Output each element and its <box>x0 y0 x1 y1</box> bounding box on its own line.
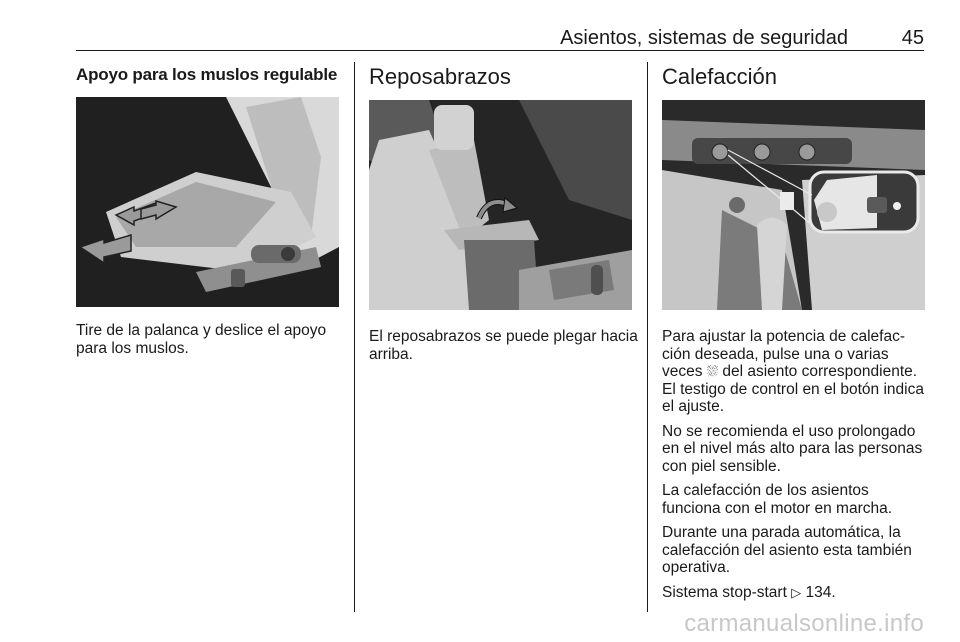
seat-heating-icon: ⛆ <box>706 363 719 379</box>
seat-heating-text <box>662 328 928 608</box>
page-number: 45 <box>901 27 924 49</box>
column-divider <box>647 62 648 612</box>
armrest-illustration <box>369 100 632 310</box>
column-divider <box>354 62 355 612</box>
page-reference-icon: ▷ <box>791 584 802 600</box>
paragraph: El reposabrazos se puede plegar hacia arriba. <box>369 328 638 363</box>
thigh-support-illustration <box>76 97 339 307</box>
armrest-text <box>369 328 639 370</box>
watermark: carmanualsonline.info <box>684 610 924 637</box>
section-seat-heating <box>662 62 927 92</box>
cross-reference[interactable]: Sistema stop-start ▷ 134. <box>662 583 836 601</box>
paragraph: Durante una parada automática, la calefacción del asiento esta también operativa. <box>662 524 912 576</box>
section-armrest <box>369 62 637 92</box>
page-header <box>76 26 924 51</box>
paragraph: No se recomienda el uso prolongado en el nivel más alto para las personas con piel sensible. <box>662 422 923 475</box>
section-heading: Calefacción <box>662 64 777 89</box>
section-heading: Reposabrazos <box>369 64 511 89</box>
seat-heating-illustration <box>662 100 925 310</box>
paragraph: Tire de la palanca y deslice el apoyo para los muslos. <box>76 322 327 357</box>
header-title: Asientos, sistemas de seguridad <box>560 27 848 49</box>
thigh-support-text <box>76 322 346 364</box>
paragraph: Para ajustar la potencia de calefac- ción deseada, pulse una o varias veces ⛆ del asiento correspondiente. El testigo de control en el botón indica el ajuste. <box>662 328 924 415</box>
paragraph: La calefacción de los asientos funciona con el motor en marcha. <box>662 482 893 517</box>
section-heading: Apoyo para los muslos regulable <box>76 65 338 84</box>
section-thigh-support <box>76 62 344 88</box>
